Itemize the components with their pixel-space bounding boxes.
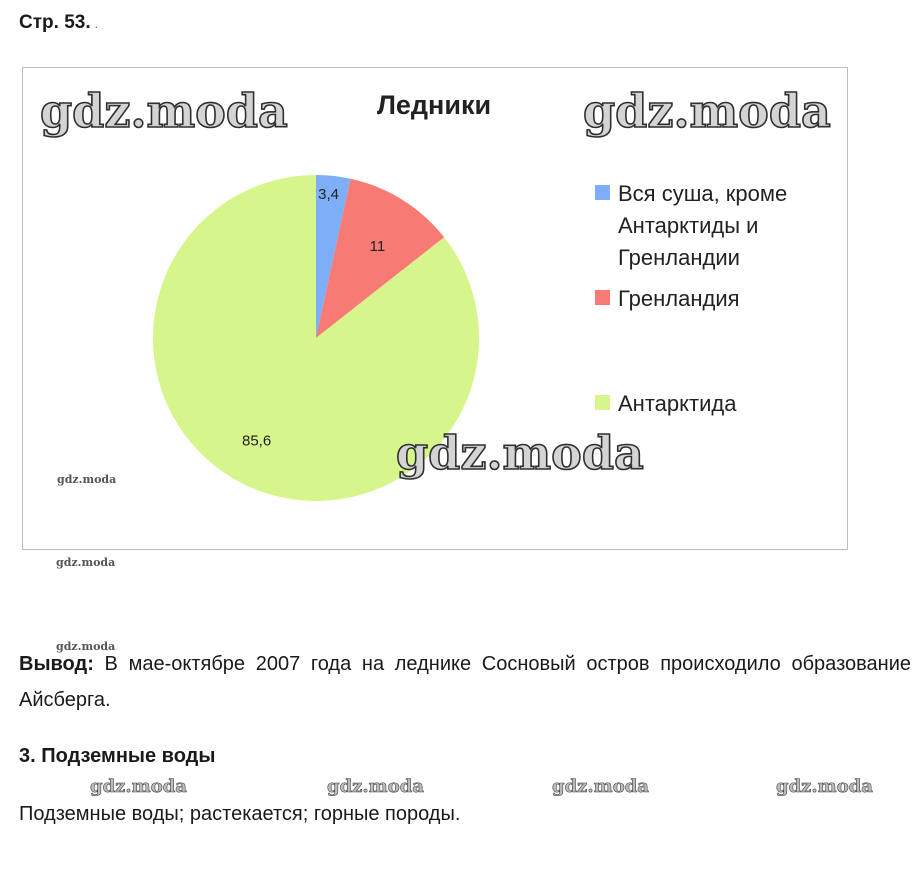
watermark-small: gdz.moda [57, 473, 117, 486]
page-header [19, 12, 98, 34]
legend-swatch-greenland [595, 290, 610, 305]
watermark-large: gdz.moda [396, 426, 644, 480]
watermark-large: gdz.moda [40, 84, 288, 138]
chart-title: Ледники [376, 90, 492, 120]
watermark-mid: gdz.moda [90, 776, 187, 797]
conclusion-label: Вывод: [19, 653, 94, 675]
conclusion-text: В мае-октябре 2007 года на леднике Сосновый остров происходило образование Айсберга. [19, 653, 911, 711]
data-label-greenland: 11 [369, 237, 386, 255]
legend-label-greenland: Гренландия [618, 286, 740, 311]
legend-item-antarctica [595, 388, 823, 420]
watermark-large: gdz.moda [583, 84, 831, 138]
header-mark: . [94, 17, 98, 31]
conclusion [19, 646, 911, 718]
legend-label-antarctica: Антарктида [618, 391, 737, 416]
data-label-land: 3,4 [318, 185, 340, 203]
watermark-mid: gdz.moda [552, 776, 649, 797]
watermark-mid: gdz.moda [327, 776, 424, 797]
page-number: Стр. 53. [19, 12, 91, 33]
legend-item-greenland [595, 283, 823, 315]
watermark-small: gdz.moda [56, 556, 116, 569]
answer-text: Подземные воды; растекается; горные породы. [19, 803, 461, 825]
legend-swatch-antarctica [595, 395, 610, 410]
legend-label-land: Вся суша, кроме Антарктиды и Гренландии [618, 181, 788, 270]
data-label-antarctica: 85,6 [241, 432, 272, 450]
watermark-mid: gdz.moda [776, 776, 873, 797]
legend-item-land [595, 178, 823, 274]
watermark-small: gdz.moda [56, 640, 116, 653]
section-title: 3. Подземные воды [19, 745, 216, 767]
legend-swatch-land [595, 185, 610, 200]
